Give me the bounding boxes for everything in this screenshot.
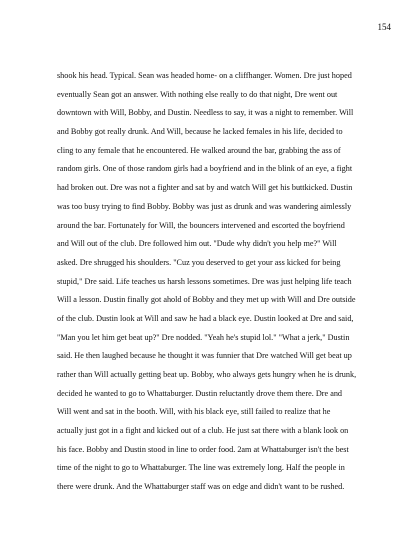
text-line: eventually Sean got an answer. With nothing else really to do that night, Dre went out bbox=[57, 89, 338, 99]
text-line: and Will out of the club. Dre followed him out. "Dude why didn't you help me?" Will bbox=[57, 239, 337, 249]
text-line: around the bar. Fortunately for Will, the bouncers intervened and escorted the boyfriend bbox=[57, 220, 345, 230]
text-line: was too busy trying to find Bobby. Bobby was just as drunk and was wandering aimlessly bbox=[57, 201, 352, 211]
text-line: downtown with Will, Bobby, and Dustin. Needless to say, it was a night to remember. Will bbox=[57, 108, 354, 118]
body-paragraph bbox=[57, 67, 377, 497]
text-line: actually just got in a fight and kicked out of a club. He just sat there with a blank look on bbox=[57, 426, 349, 436]
text-line: rather than Will actually getting beat up. Bobby, who always gets hungry when he is drunk, bbox=[57, 370, 357, 379]
text-line: his face. Bobby and Dustin stood in line to order food. 2am at Whattaburger isn't the best bbox=[57, 444, 349, 454]
text-line: shook his head. Typical. Sean was headed home- on a cliffhanger. Women. Dre just hoped bbox=[57, 71, 352, 80]
text-line: Will a lesson. Dustin finally got ahold of Bobby and they met up with Will and Dre outside bbox=[57, 295, 356, 305]
text-line: random girls. One of those random girls had a boyfriend and in the blink of an eye, a fight bbox=[57, 164, 353, 174]
text-line: time of the night to go to Whattaburger. The line was extremely long. Half the people in bbox=[57, 463, 345, 473]
text-line: decided he wanted to go to Whattaburger. Dustin reluctantly drove them there. Dre and bbox=[57, 388, 343, 398]
page-number: 154 bbox=[377, 22, 391, 32]
text-line: stupid," Dre said. Life teaches us harsh lessons sometimes. Dre was just helping life teach bbox=[57, 276, 352, 286]
text-line: and Bobby got really drunk. And Will, because he lacked females in his life, decided to bbox=[57, 127, 343, 137]
text-line: had broken out. Dre was not a fighter and sat by and watch Will get his buttkicked. Dustin bbox=[57, 183, 353, 193]
text-line: "Man you let him get beat up?" Dre nodded. "Yeah he's stupid lol." "What a jerk," Dustin bbox=[57, 332, 350, 342]
text-line: of the club. Dustin look at Will and saw he had a black eye. Dustin looked at Dre and said, bbox=[57, 313, 354, 323]
text-line: said. He then laughed because he thought it was funnier that Dre watched Will get beat up bbox=[57, 351, 352, 361]
text-line: cling to any female that he encountered. He walked around the bar, grabbing the ass of bbox=[57, 145, 341, 155]
text-line: asked. Dre shrugged his shoulders. "Cuz you deserved to get your ass kicked for being bbox=[57, 257, 341, 267]
text-line: Will went and sat in the booth. Will, with his black eye, still failed to realize that he bbox=[57, 407, 331, 417]
text-line: there were drunk. And the Whattaburger staff was on edge and didn't want to be rushed. bbox=[57, 482, 345, 492]
